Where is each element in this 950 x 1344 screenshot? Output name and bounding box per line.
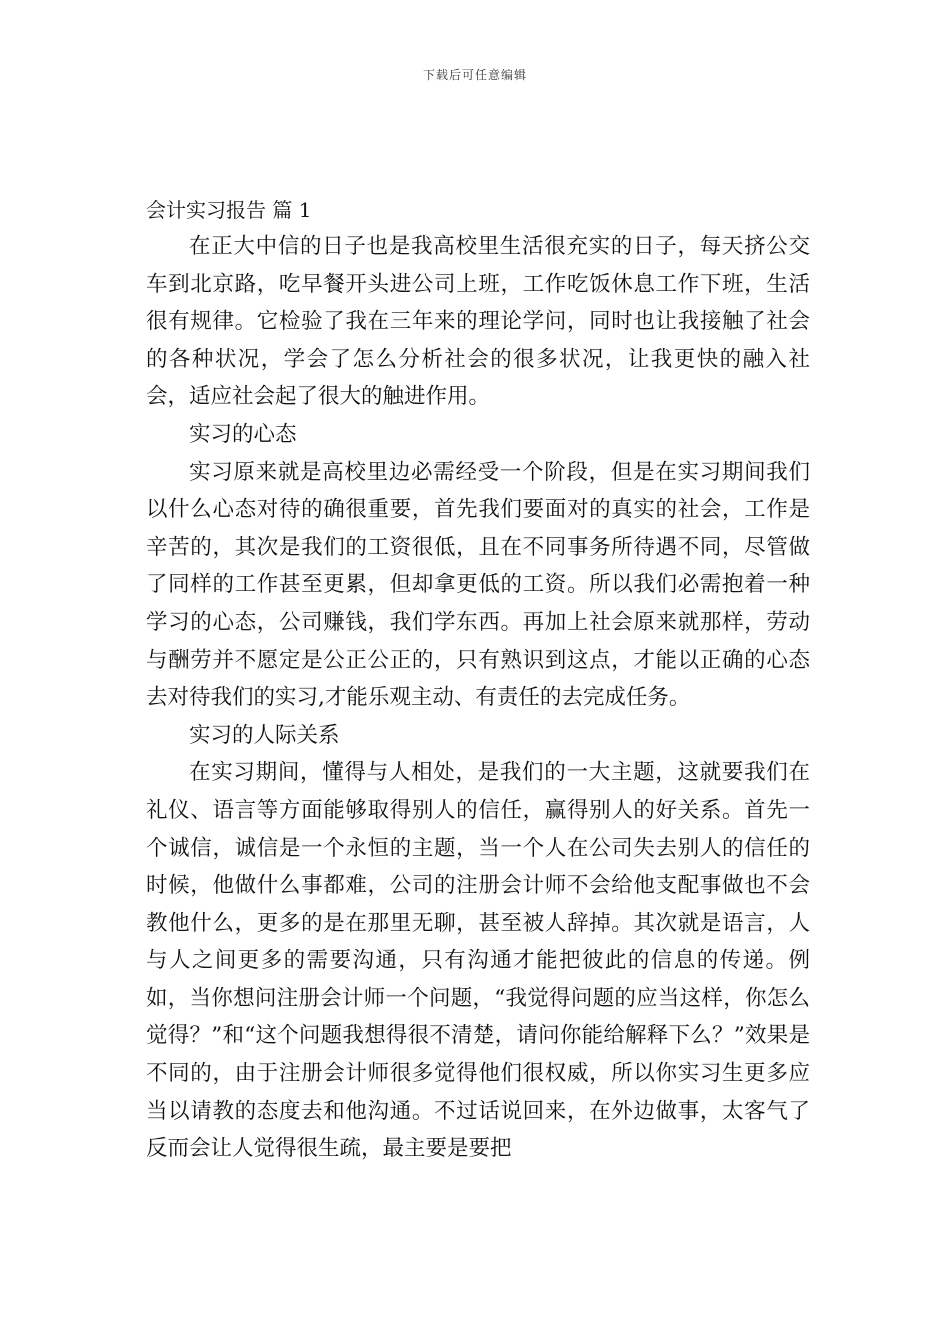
subheading-relationships: 实习的人际关系 [189,722,340,748]
document-title: 会计实习报告 篇 1 [146,198,312,222]
paragraph-mindset: 实习原来就是高校里边必需经受一个阶段，但是在实习期间我们以什么心态对待的确很重要，首先我们要面对的真实的社会，工作是辛苦的，其次是我们的工资很低，且在不同事务所待遇不同，尽管做了同样的工作甚至更累，但却拿更低的工资。所以我们必需抱着一种学习的心态，公司赚钱，我们学东西。再加上社会原来就那样，劳动与酬劳并不愿定是公正公正的，只有熟识到这点，才能以正确的心态去对待我们的实习,才能乐观主动、有责任的去完成任务。 [146,459,810,711]
subheading-mindset: 实习的心态 [189,421,297,447]
document-body [146,196,810,1168]
page-header-note: 下载后可任意编辑 [422,68,527,82]
paragraph-relationships: 在实习期间，懂得与人相处，是我们的一大主题，这就要我们在礼仪、语言等方面能够取得别人的信任，赢得别人的好关系。首先一个诚信，诚信是一个永恒的主题，当一个人在公司失去别人的信任的时候，他做什么事都难，公司的注册会计师不会给他支配事做也不会教他什么，更多的是在那里无聊，甚至被人辞掉。其次就是语言，人与人之间更多的需要沟通，只有沟通才能把彼此的信息的传递。例如，当你想问注册会计师一个问题，“我觉得问题的应当这样，你怎么觉得？”和“这个问题我想得很不清楚，请问你能给解释下么？”效果是不同的，由于注册会计师很多觉得他们很权威，所以你实习生更多应当以请教的态度去和他沟通。不过话说回来，在外边做事，太客气了反而会让人觉得很生疏，最主要是要把 [146,760,810,1162]
paragraph-intro: 在正大中信的日子也是我高校里生活很充实的日子，每天挤公交车到北京路，吃早餐开头进公司上班，工作吃饭休息工作下班，生活很有规律。它检验了我在三年来的理论学问，同时也让我接触了社会的各种状况，学会了怎么分析社会的很多状况，让我更快的融入社会，适应社会起了很大的触进作用。 [146,234,810,410]
